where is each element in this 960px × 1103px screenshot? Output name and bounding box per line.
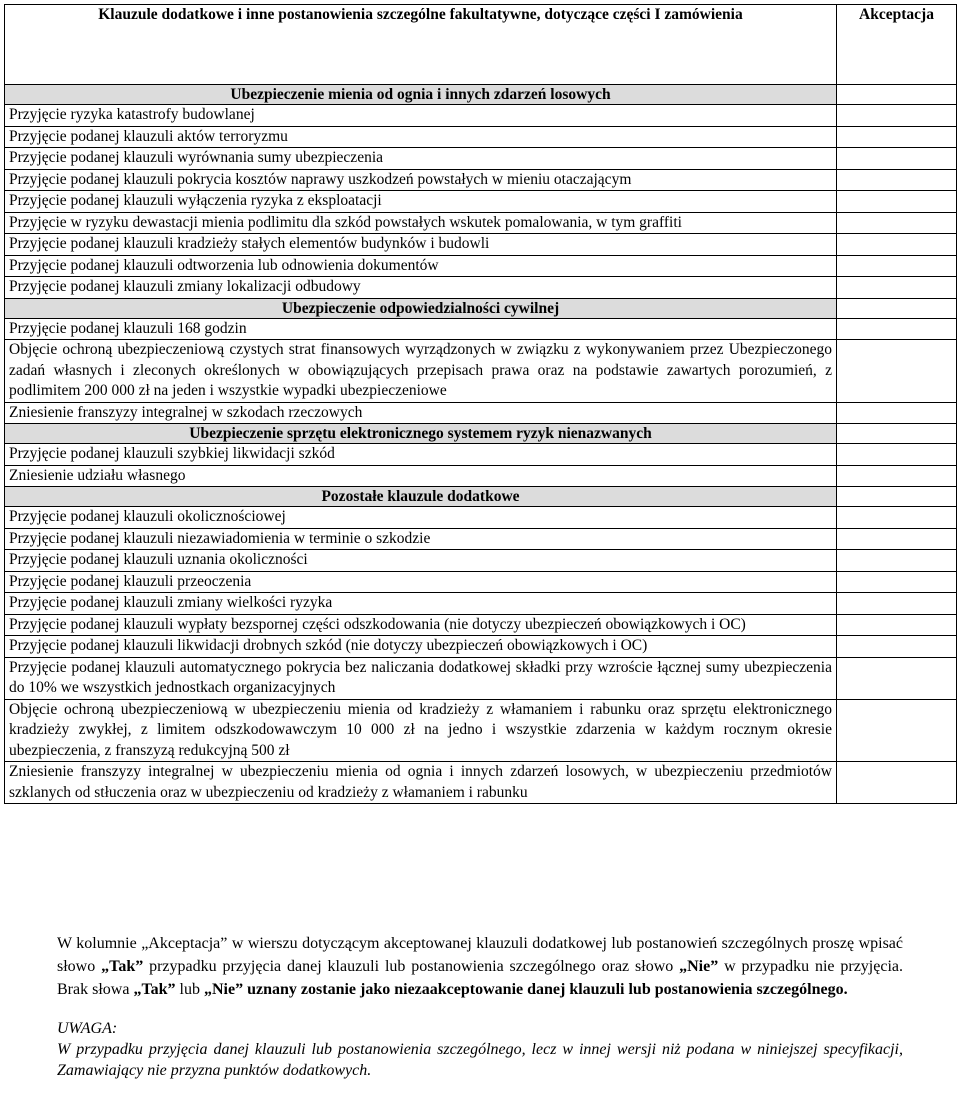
table-body bbox=[5, 85, 957, 804]
section-row bbox=[5, 85, 957, 105]
clause-label: Przyjęcie podanej klauzuli wyrównania sumy ubezpieczenia bbox=[5, 148, 837, 170]
note-paragraph bbox=[57, 1018, 903, 1081]
acceptance-cell[interactable] bbox=[837, 636, 957, 658]
word-nie: „Nie” bbox=[679, 958, 719, 975]
acceptance-cell[interactable] bbox=[837, 550, 957, 572]
clause-label: Przyjęcie podanej klauzuli wyłączenia ryzyka z eksploatacji bbox=[5, 191, 837, 213]
clause-row bbox=[5, 126, 957, 148]
clause-label: Przyjęcie podanej klauzuli odtworzenia lub odnowienia dokumentów bbox=[5, 255, 837, 277]
acceptance-cell[interactable] bbox=[837, 148, 957, 170]
clause-label: Przyjęcie podanej klauzuli 168 godzin bbox=[5, 318, 837, 340]
clause-row bbox=[5, 277, 957, 299]
clause-label: Przyjęcie podanej klauzuli zmiany lokalizacji odbudowy bbox=[5, 277, 837, 299]
clause-label: Przyjęcie podanej klauzuli przeoczenia bbox=[5, 571, 837, 593]
clause-row bbox=[5, 402, 957, 424]
section-title: Pozostałe klauzule dodatkowe bbox=[5, 487, 837, 507]
clause-label: Objęcie ochroną ubezpieczeniową w ubezpieczeniu mienia od kradzieży z włamaniem i rabunku oraz sprzętu elektronicznego kradzieży zwykłej, z limitem odszkodowawczym 10 000 zł na jedno i wszystkie zdarzenia w każdym rocznym okresie ubezpieczenia, z franszyzą redukcyjną 500 zł bbox=[5, 699, 837, 762]
acceptance-cell[interactable] bbox=[837, 340, 957, 403]
section-title: Ubezpieczenie sprzętu elektronicznego systemem ryzyk nienazwanych bbox=[5, 424, 837, 444]
clause-label: Przyjęcie podanej klauzuli uznania okoliczności bbox=[5, 550, 837, 572]
instructions-bold-ending: uznany zostanie jako niezaakceptowanie danej klauzuli lub postanowienia szczególnego. bbox=[243, 981, 848, 998]
section-row bbox=[5, 487, 957, 507]
acceptance-cell[interactable] bbox=[837, 528, 957, 550]
clause-row bbox=[5, 550, 957, 572]
clause-row bbox=[5, 762, 957, 804]
acceptance-cell[interactable] bbox=[837, 593, 957, 615]
clause-label: Zniesienie udziału własnego bbox=[5, 465, 837, 487]
clause-row bbox=[5, 571, 957, 593]
acceptance-cell[interactable] bbox=[837, 614, 957, 636]
note-title: UWAGA: bbox=[57, 1020, 118, 1037]
word-nie: „Nie” bbox=[204, 981, 244, 998]
acceptance-cell[interactable] bbox=[837, 212, 957, 234]
clause-row bbox=[5, 699, 957, 762]
clauses-table bbox=[4, 4, 957, 804]
header-clauses: Klauzule dodatkowe i inne postanowienia szczególne fakultatywne, dotyczące części I zamówienia bbox=[5, 5, 837, 85]
clause-label: Zniesienie franszyzy integralnej w szkodach rzeczowych bbox=[5, 402, 837, 424]
clause-label: Przyjęcie podanej klauzuli wypłaty bezspornej części odszkodowania (nie dotyczy ubezpieczeń obowiązkowych i OC) bbox=[5, 614, 837, 636]
word-tak: „Tak” bbox=[101, 958, 144, 975]
clause-row bbox=[5, 636, 957, 658]
acceptance-cell[interactable] bbox=[837, 402, 957, 424]
acceptance-cell[interactable] bbox=[837, 277, 957, 299]
clause-row bbox=[5, 657, 957, 699]
clause-label: Przyjęcie ryzyka katastrofy budowlanej bbox=[5, 105, 837, 127]
section-title: Ubezpieczenie odpowiedzialności cywilnej bbox=[5, 298, 837, 318]
clause-label: Przyjęcie podanej klauzuli niezawiadomienia w terminie o szkodzie bbox=[5, 528, 837, 550]
clause-row bbox=[5, 465, 957, 487]
clause-row bbox=[5, 191, 957, 213]
table-header-row bbox=[5, 5, 957, 85]
word-tak: „Tak” bbox=[133, 981, 176, 998]
section-acceptance-cell bbox=[837, 85, 957, 105]
header-acceptance: Akceptacja bbox=[837, 5, 957, 85]
acceptance-cell[interactable] bbox=[837, 699, 957, 762]
acceptance-cell[interactable] bbox=[837, 318, 957, 340]
section-title: Ubezpieczenie mienia od ognia i innych zdarzeń losowych bbox=[5, 85, 837, 105]
instructions-text: przypadku przyjęcia danej klauzuli lub postanowienia szczególnego oraz słowo bbox=[143, 958, 680, 975]
acceptance-cell[interactable] bbox=[837, 105, 957, 127]
acceptance-cell[interactable] bbox=[837, 255, 957, 277]
clause-label: Przyjęcie podanej klauzuli automatycznego pokrycia bez naliczania dodatkowej składki przy wzroście łącznej sumy ubezpieczenia do 10% we wszystkich jednostkach organizacyjnych bbox=[5, 657, 837, 699]
acceptance-cell[interactable] bbox=[837, 762, 957, 804]
clause-row bbox=[5, 340, 957, 403]
clause-row bbox=[5, 528, 957, 550]
acceptance-cell[interactable] bbox=[837, 126, 957, 148]
clause-row bbox=[5, 148, 957, 170]
clause-label: Objęcie ochroną ubezpieczeniową czystych strat finansowych wyrządzonych w związku z wykonywaniem przez Ubezpieczonego zadań własnych i zleconych określonych w obowiązujących przepisach prawa oraz na podstawie zawartych porozumień, z podlimitem 200 000 zł na jeden i wszystkie wypadki ubezpieczeniowe bbox=[5, 340, 837, 403]
section-acceptance-cell bbox=[837, 298, 957, 318]
acceptance-cell[interactable] bbox=[837, 169, 957, 191]
section-acceptance-cell bbox=[837, 424, 957, 444]
acceptance-cell[interactable] bbox=[837, 444, 957, 466]
clause-label: Zniesienie franszyzy integralnej w ubezpieczeniu mienia od ognia i innych zdarzeń losowych, w ubezpieczeniu przedmiotów szklanych od stłuczenia oraz w ubezpieczeniu od kradzieży z włamaniem i rabunku bbox=[5, 762, 837, 804]
clause-row bbox=[5, 212, 957, 234]
acceptance-cell[interactable] bbox=[837, 507, 957, 529]
clause-label: Przyjęcie podanej klauzuli aktów terroryzmu bbox=[5, 126, 837, 148]
instructions-block bbox=[57, 932, 903, 1081]
section-row bbox=[5, 424, 957, 444]
clause-row bbox=[5, 105, 957, 127]
clause-label: Przyjęcie w ryzyku dewastacji mienia podlimitu dla szkód powstałych wskutek pomalowania, w tym graffiti bbox=[5, 212, 837, 234]
clause-row bbox=[5, 255, 957, 277]
note-text: W przypadku przyjęcia danej klauzuli lub postanowienia szczególnego, lecz w innej wersji niż podana w niniejszej specyfikacji, Zamawiający nie przyzna punktów dodatkowych. bbox=[57, 1041, 903, 1079]
instructions-text: lub bbox=[175, 981, 204, 998]
acceptance-cell[interactable] bbox=[837, 234, 957, 256]
acceptance-cell[interactable] bbox=[837, 657, 957, 699]
acceptance-cell[interactable] bbox=[837, 465, 957, 487]
section-row bbox=[5, 298, 957, 318]
clause-label: Przyjęcie podanej klauzuli szybkiej likwidacji szkód bbox=[5, 444, 837, 466]
section-acceptance-cell bbox=[837, 487, 957, 507]
clause-label: Przyjęcie podanej klauzuli zmiany wielkości ryzyka bbox=[5, 593, 837, 615]
acceptance-cell[interactable] bbox=[837, 191, 957, 213]
clause-label: Przyjęcie podanej klauzuli kradzieży stałych elementów budynków i budowli bbox=[5, 234, 837, 256]
clause-label: Przyjęcie podanej klauzuli pokrycia kosztów naprawy uszkodzeń powstałych w mieniu otaczającym bbox=[5, 169, 837, 191]
clause-row bbox=[5, 507, 957, 529]
clause-row bbox=[5, 614, 957, 636]
instructions-text: W kolumnie „Akceptacja” w wierszu dotyczącym akceptowanej klauzuli dodatkowej lub postanowień szczególnych proszę wpisać słowo bbox=[57, 935, 903, 975]
clause-row bbox=[5, 444, 957, 466]
clause-row bbox=[5, 318, 957, 340]
instructions-paragraph bbox=[57, 932, 903, 1001]
clause-row bbox=[5, 169, 957, 191]
acceptance-cell[interactable] bbox=[837, 571, 957, 593]
instructions-text: w przypadku nie przyjęcia. Brak słowa bbox=[57, 958, 903, 998]
clause-row bbox=[5, 234, 957, 256]
clause-row bbox=[5, 593, 957, 615]
clause-label: Przyjęcie podanej klauzuli likwidacji drobnych szkód (nie dotyczy ubezpieczeń obowiązkowych i OC) bbox=[5, 636, 837, 658]
clause-label: Przyjęcie podanej klauzuli okolicznościowej bbox=[5, 507, 837, 529]
